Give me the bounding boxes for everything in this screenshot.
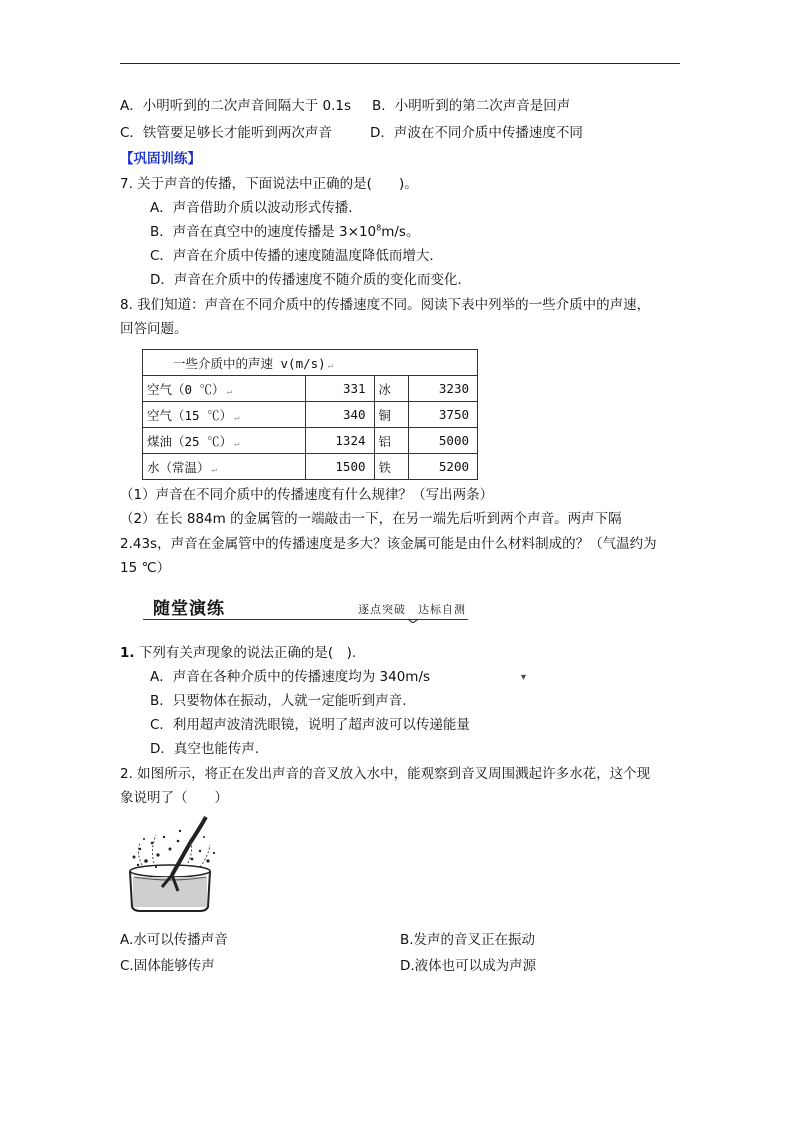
table-cell-medium: 水（常温） ↵ bbox=[143, 454, 306, 480]
prev-option-b: B．小明听到的第二次声音是回声 bbox=[372, 98, 571, 114]
q2-option-d: D.液体也可以成为声源 bbox=[400, 958, 537, 974]
q1-option-b: B．只要物体在振动，人就一定能听到声音. bbox=[150, 693, 407, 709]
prev-option-d: D．声波在不同介质中传播速度不同 bbox=[370, 125, 583, 141]
q7-stem: 7. 关于声音的传播，下面说法中正确的是( )。 bbox=[120, 176, 418, 192]
table-row bbox=[143, 454, 478, 480]
q8-stem-line2: 回答问题。 bbox=[120, 321, 188, 337]
tuning-fork-in-water-icon bbox=[120, 813, 224, 913]
q8-stem-line1: 8. 我们知道：声音在不同介质中的传播速度不同。阅读下表中列举的一些介质中的声速， bbox=[120, 297, 651, 313]
q2-option-b: B.发声的音叉正在振动 bbox=[400, 932, 536, 948]
q1-option-a: A．声音在各种介质中的传播速度均为 340m/s bbox=[150, 669, 431, 685]
table-cell-speed: 340 bbox=[305, 402, 374, 428]
q1-option-d: D．真空也能传声. bbox=[150, 741, 260, 757]
section-underline bbox=[143, 619, 468, 620]
section-label: 【巩固训练】 bbox=[120, 151, 201, 167]
q7-option-a: A．声音借助介质以波动形式传播. bbox=[150, 200, 353, 216]
table-cell-speed: 3230 bbox=[408, 376, 477, 402]
prev-option-c: C．铁管要足够长才能听到两次声音 bbox=[120, 125, 332, 141]
table-cell-speed: 331 bbox=[305, 376, 374, 402]
q2-option-a: A.水可以传播声音 bbox=[120, 932, 228, 948]
section-notch-icon bbox=[408, 613, 418, 623]
q1-option-c: C．利用超声波清洗眼镜，说明了超声波可以传递能量 bbox=[150, 717, 470, 733]
q8-sub1: （1）声音在不同介质中的传播速度有什么规律？（写出两条） bbox=[120, 487, 494, 503]
table-cell-medium: 煤油（25 ℃） ↵ bbox=[143, 428, 306, 454]
q2-stem-line1: 2. 如图所示，将正在发出声音的音叉放入水中，能观察到音叉周围溅起许多水花，这个现 bbox=[120, 766, 651, 782]
table-cell-speed: 1324 bbox=[305, 428, 374, 454]
table-cell-medium: 冰 bbox=[374, 376, 408, 402]
section-title: 随堂演练 bbox=[153, 599, 225, 619]
q8-sub2-line3: 15 ℃） bbox=[120, 560, 171, 576]
table-cell-medium: 铝 bbox=[374, 428, 408, 454]
q2-stem-line2: 象说明了（ ） bbox=[120, 790, 228, 806]
table-cell-medium: 空气（15 ℃） ↵ bbox=[143, 402, 306, 428]
sound-speed-table bbox=[142, 349, 478, 480]
table-row bbox=[143, 428, 478, 454]
prev-option-a: A．小明听到的二次声音间隔大于 0.1s bbox=[120, 98, 352, 114]
section-subtitle: 逐点突破 达标自测 bbox=[358, 603, 466, 616]
q7-option-c: C．声音在介质中传播的速度随温度降低而增大. bbox=[150, 248, 434, 264]
q8-sub2-line2: 2.43s，声音在金属管中的传播速度是多大？该金属可能是由什么材料制成的？（气温约为 bbox=[120, 536, 657, 552]
table-row bbox=[143, 376, 478, 402]
table-cell-speed: 3750 bbox=[408, 402, 477, 428]
table-cell-speed: 5000 bbox=[408, 428, 477, 454]
table-row bbox=[143, 402, 478, 428]
table-cell-medium: 空气（0 ℃） ↵ bbox=[143, 376, 306, 402]
q7-option-b: B．声音在真空中的速度传播是 $3\times 10^8m/s$。 bbox=[150, 223, 420, 240]
table-title: 一些介质中的声速 v(m/s) ↵ bbox=[143, 350, 478, 376]
table-cell-speed: 5200 bbox=[408, 454, 477, 480]
table-cell-medium: 铜 bbox=[374, 402, 408, 428]
stray-mark: ▾ bbox=[521, 672, 527, 683]
q8-sub2-line1: （2）在长 884m 的金属管的一端敲击一下，在另一端先后听到两个声音。两声下隔 bbox=[120, 511, 622, 527]
table-title-row bbox=[143, 350, 478, 376]
q7-option-d: D．声音在介质中的传播速度不随介质的变化而变化. bbox=[150, 272, 462, 288]
q1-stem: 1. 下列有关声现象的说法正确的是( ). bbox=[120, 645, 357, 661]
q2-option-c: C.固体能够传声 bbox=[120, 958, 215, 974]
header-rule bbox=[120, 63, 680, 64]
table-cell-medium: 铁 bbox=[374, 454, 408, 480]
table-cell-speed: 1500 bbox=[305, 454, 374, 480]
